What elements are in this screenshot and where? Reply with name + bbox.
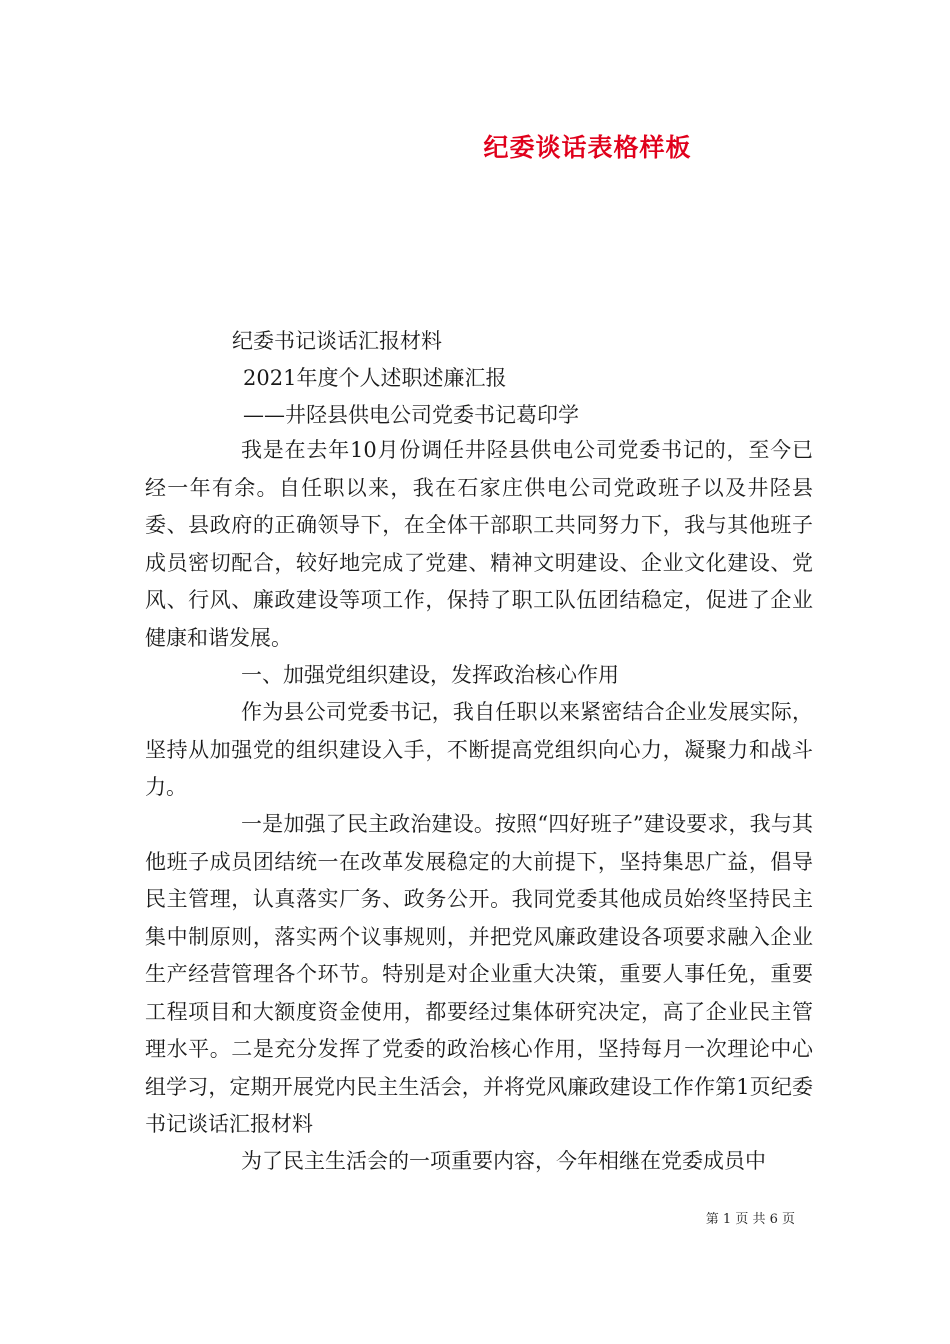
- paragraph-continued: 为了民主生活会的一项重要内容，今年相继在党委成员中: [241, 1149, 766, 1173]
- heading-author: ——井陉县供电公司党委书记葛印学: [243, 403, 579, 427]
- heading-material: 纪委书记谈话汇报材料: [232, 329, 442, 353]
- document-title: 纪委谈话表格样板: [483, 133, 692, 162]
- heading-report-year: 2021年度个人述职述廉汇报: [243, 366, 507, 390]
- paragraph-party-secretary: 作为县公司党委书记，我自任职以来紧密结合企业发展实际，坚持从加强党的组织建设入手，不断提高党组织向心力，凝聚力和战斗力。: [145, 700, 813, 799]
- section-heading-1: 一、加强党组织建设，发挥政治核心作用: [241, 663, 619, 687]
- page-number: 第 1 页 共 6 页: [705, 1212, 795, 1227]
- paragraph-intro: 我是在去年10月份调任井陉县供电公司党委书记的，至今已经一年有余。自任职以来，我在石家庄供电公司党政班子以及井陉县委、县政府的正确领导下，在全体干部职工共同努力下，我与其他班子成员密切配合，较好地完成了党建、精神文明建设、企业文化建设、党风、行风、廉政建设等项工作，保持了职工队伍团结稳定，促进了企业健康和谐发展。: [145, 438, 813, 650]
- paragraph-democracy: 一是加强了民主政治建设。按照“四好班子”建设要求，我与其他班子成员团结统一在改革发展稳定的大前提下，坚持集思广益，倡导民主管理，认真落实厂务、政务公开。我同党委其他成员始终坚持民主集中制原则，落实两个议事规则，并把党风廉政建设各项要求融入企业生产经营管理各个环节。特别是对企业重大决策，重要人事任免，重要工程项目和大额度资金使用，都要经过集体研究决定，高了企业民主管理水平。二是充分发挥了党委的政治核心作用，坚持每月一次理论中心组学习，定期开展党内民主生活会，并将党风廉政建设工作作第1页纪委书记谈话汇报材料: [145, 812, 813, 1136]
